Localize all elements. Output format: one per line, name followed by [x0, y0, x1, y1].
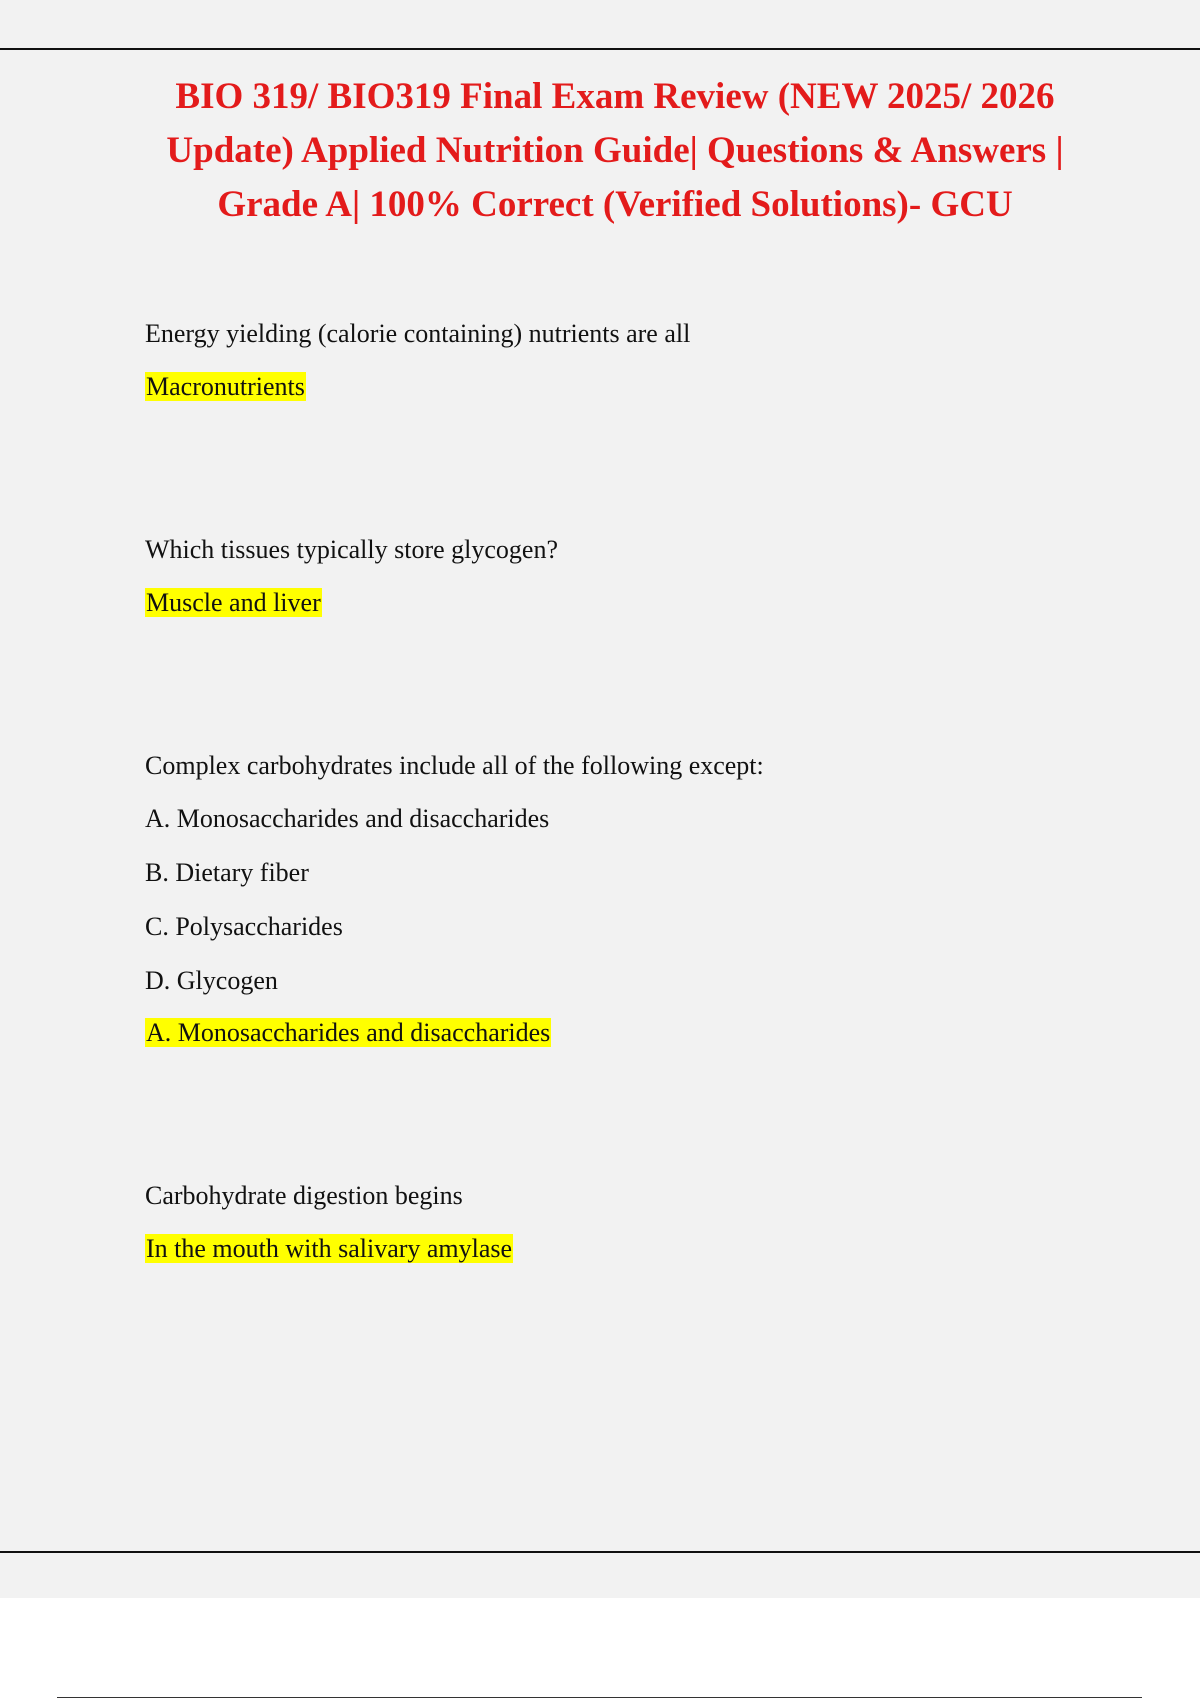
document-title: BIO 319/ BIO319 Final Exam Review (NEW 2025/ 2026 Update) Applied Nutrition Guide| Questions & Answers | Grade A| 100% Correct (Verified Solutions)- GCU — [166, 76, 1064, 225]
answer-3-highlight: A. Monosaccharides and disaccharides — [146, 1018, 551, 1047]
question-1: Energy yielding (calorie containing) nutrients are all — [145, 319, 691, 348]
answer-4-highlight: In the mouth with salivary amylase — [146, 1234, 513, 1263]
option-a: A. Monosaccharides and disaccharides — [145, 804, 550, 833]
top-divider — [0, 48, 1200, 50]
answer-4 — [145, 1233, 513, 1265]
answer-2 — [145, 587, 322, 619]
option-c: C. Polysaccharides — [145, 912, 343, 941]
answer-2-highlight: Muscle and liver — [146, 588, 321, 617]
answer-1-highlight: Macronutrients — [146, 372, 305, 401]
question-4: Carbohydrate digestion begins — [145, 1181, 463, 1210]
question-2: Which tissues typically store glycogen? — [145, 535, 559, 564]
option-b: B. Dietary fiber — [145, 858, 309, 887]
answer-3 — [145, 1017, 551, 1049]
option-d: D. Glycogen — [145, 966, 278, 995]
answer-1 — [145, 371, 306, 403]
bottom-divider — [0, 1551, 1200, 1553]
footer-divider — [57, 1697, 1142, 1698]
question-3: Complex carbohydrates include all of the following except: — [145, 751, 764, 780]
